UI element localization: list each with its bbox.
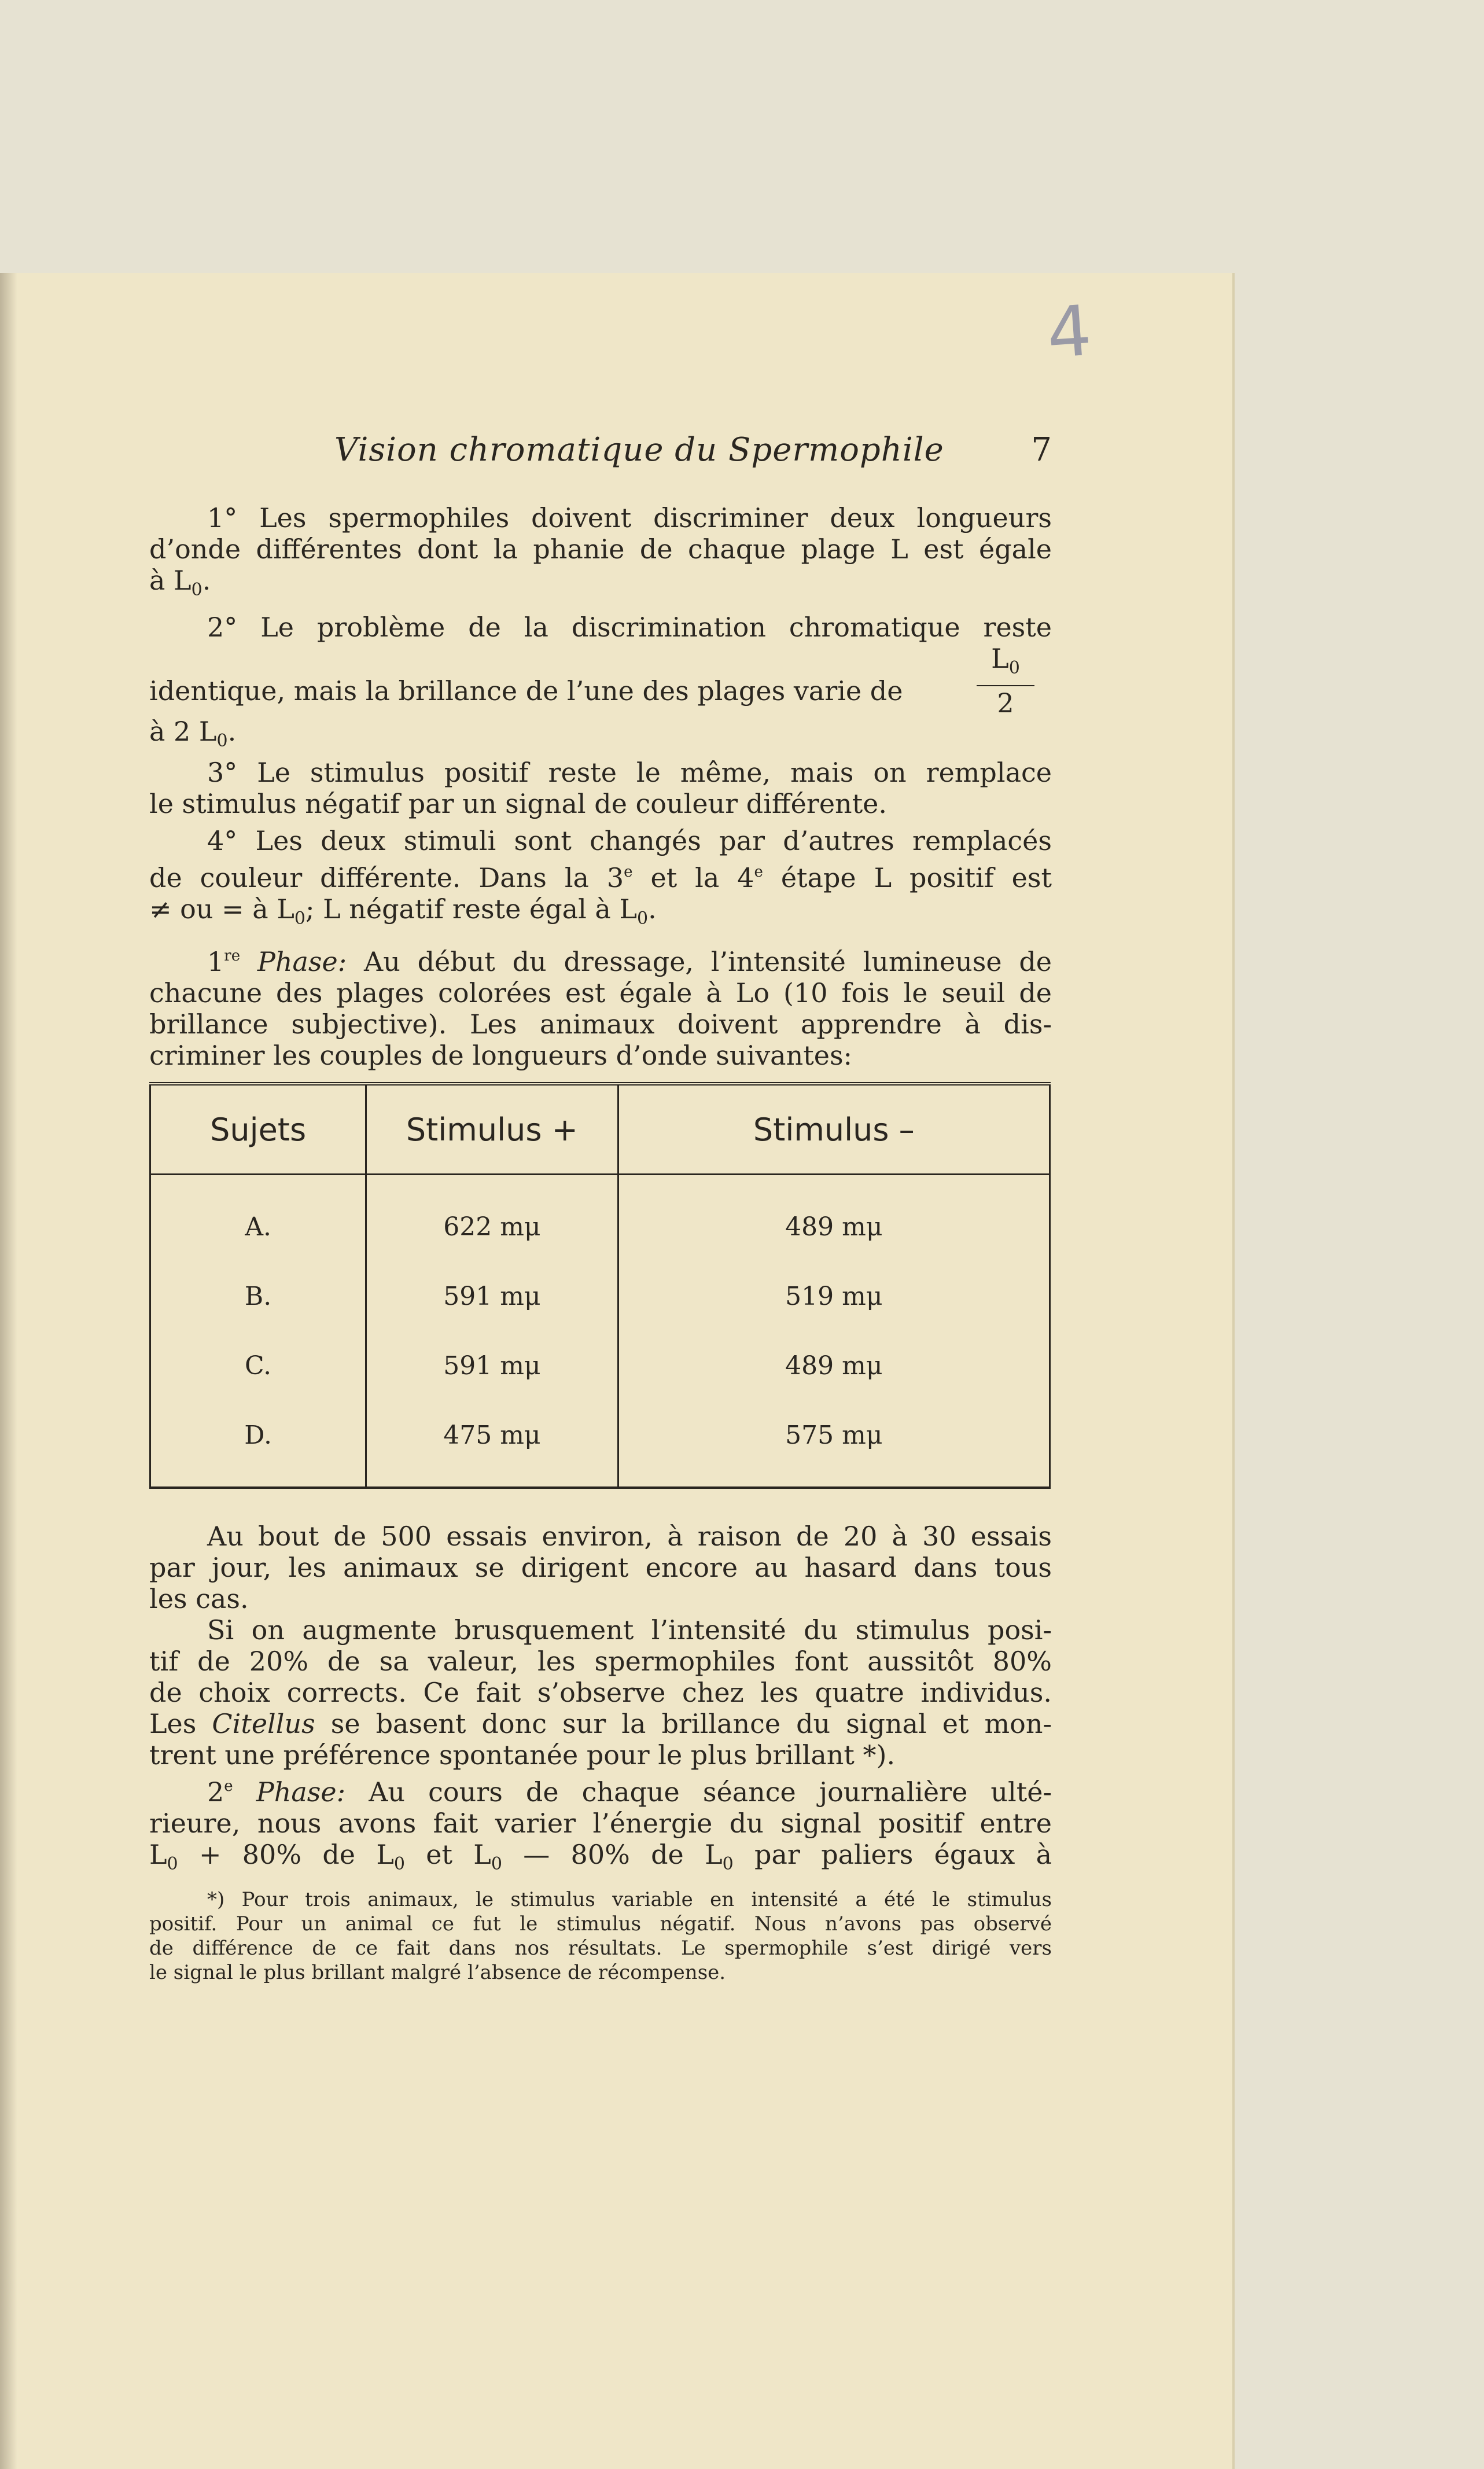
text-line: Au bout de 500 essais environ, à raison de 20 à 30 essais xyxy=(207,1521,1052,1552)
table-cell: A. xyxy=(150,1175,366,1262)
table-row xyxy=(150,1261,1050,1331)
text-line: 4° Les deux stimuli sont changés par d’autres remplacés xyxy=(207,825,1052,856)
text-line: à $L_0$. xyxy=(149,565,211,600)
column-header-stimulus-minus: Stimulus – xyxy=(618,1084,1050,1175)
table-cell: B. xyxy=(150,1261,366,1331)
table-cell: 591 mμ xyxy=(366,1261,618,1331)
table-row xyxy=(150,1400,1050,1488)
text-line: brillance subjective). Les animaux doivent apprendre à dis- xyxy=(149,1009,1052,1040)
body-paragraphs xyxy=(149,502,1052,1071)
table-cell: 519 mμ xyxy=(618,1261,1050,1331)
text-line: par jour, les animaux se dirigent encore au hasard dans tous xyxy=(149,1552,1052,1583)
table-cell: C. xyxy=(150,1331,366,1400)
column-header-sujets: Sujets xyxy=(150,1084,366,1175)
running-header xyxy=(149,431,1052,483)
text-line: tif de 20% de sa valeur, les spermophiles font aussitôt 80% xyxy=(149,1646,1052,1677)
page-number: 7 xyxy=(1031,431,1052,469)
text-line: ≠ ou = à $L_0$; L négatif reste égal à $L_0$. xyxy=(149,893,657,929)
footnote xyxy=(149,1887,1052,1985)
text-line: 1re Phase: Au début du dressage, l’intensité lumineuse de xyxy=(207,946,1052,977)
running-title: Vision chromatique du Spermophile xyxy=(334,431,944,469)
table-cell: 475 mμ xyxy=(366,1400,618,1488)
text-line: 1° Les spermophiles doivent discriminer deux longueurs xyxy=(207,502,1052,533)
text-line: Si on augmente brusquement l’intensité du stimulus posi- xyxy=(207,1614,1052,1646)
text-line: 2e Phase: Au cours de chaque séance journalière ulté- xyxy=(207,1776,1052,1808)
body-paragraphs-after-table xyxy=(149,1521,1052,1880)
table-cell: 489 mμ xyxy=(618,1175,1050,1262)
text-line: de choix corrects. Ce fait s’observe chez les quatre individus. xyxy=(149,1677,1052,1708)
text-line: le stimulus négatif par un signal de couleur différente. xyxy=(149,788,888,819)
column-header-stimulus-plus: Stimulus + xyxy=(366,1084,618,1175)
footnote-line: *) Pour trois animaux, le stimulus variable en intensité a été le stimulus xyxy=(207,1888,1052,1911)
text-line: $L_0 + 80\%$ de $L_0$ et $L_0$ — 80% de $L_0$ par paliers égaux à xyxy=(149,1839,1052,1874)
footnote-line: de différence de ce fait dans nos résultats. Le spermophile s’est dirigé vers xyxy=(149,1937,1052,1960)
paper-edge-shadow xyxy=(0,273,17,2469)
text-line: 3° Le stimulus positif reste le même, mais on remplace xyxy=(207,757,1052,788)
table-cell: 489 mμ xyxy=(618,1331,1050,1400)
table-cell: 575 mμ xyxy=(618,1400,1050,1488)
handwritten-mark: 4 xyxy=(1044,290,1095,374)
table-cell: 591 mμ xyxy=(366,1331,618,1400)
table-cell: 622 mμ xyxy=(366,1175,618,1262)
footnote-line: le signal le plus brillant malgré l’absence de récompense. xyxy=(149,1961,726,1984)
text-line: d’onde différentes dont la phanie de chaque plage L est égale xyxy=(149,533,1052,565)
footnote-line: positif. Pour un animal ce fut le stimulus négatif. Nous n’avons pas observé xyxy=(149,1912,1052,1936)
text-line: criminer les couples de longueurs d’onde suivantes: xyxy=(149,1040,853,1071)
text-line: de couleur différente. Dans la 3e et la 4e étape L positif est xyxy=(149,862,1052,893)
table-row xyxy=(150,1331,1050,1400)
table-cell: D. xyxy=(150,1400,366,1488)
text-line: Les Citellus se basent donc sur la brillance du signal et mon- xyxy=(149,1708,1052,1739)
fraction-l0-over-2: $L_0$ 2 xyxy=(977,643,1034,719)
text-line: rieure, nous avons fait varier l’énergie du signal positif entre xyxy=(149,1808,1052,1839)
text-line: 2° Le problème de la discrimination chromatique reste xyxy=(207,612,1052,643)
text-line: à 2 $L_0$. xyxy=(149,716,237,751)
wavelength-table xyxy=(149,1082,1051,1489)
text-line-with-fraction: identique, mais la brillance de l’une des plages varie de $L_0$ 2 xyxy=(149,643,1052,711)
text-line: les cas. xyxy=(149,1583,249,1614)
text-line: chacune des plages colorées est égale à Lo (10 fois le seuil de xyxy=(149,977,1052,1009)
table-row xyxy=(150,1175,1050,1262)
text-line: trent une préférence spontanée pour le plus brillant *). xyxy=(149,1739,896,1771)
table-header-row xyxy=(150,1084,1050,1175)
